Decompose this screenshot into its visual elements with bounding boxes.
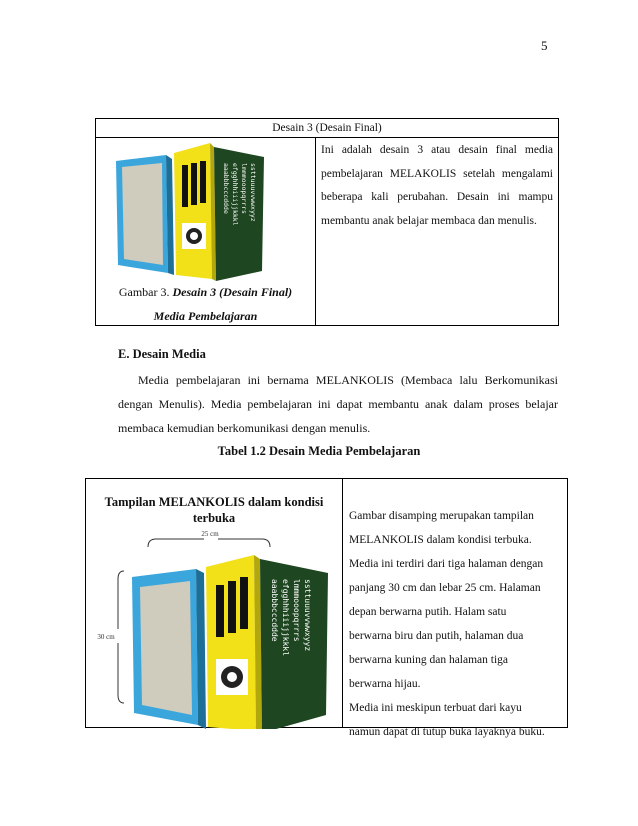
table-title: Tabel 1.2 Desain Media Pembelajaran [217, 444, 421, 458]
svg-text:ssttuuuvvwwxyyz: ssttuuuvvwwxyyz [249, 163, 257, 222]
media-table-left-title: Tampilan MELANKOLIS dalam kondisi terbuka [104, 495, 324, 525]
section-paragraph: Media pembelajaran ini bernama MELANKOLIS (Membaca lalu Berkomunikasi dengan Menulis). Media pembelajaran ini dapat membantu anak dalam proses belajar membaca kemudian berkomunikasi dengan menulis. [118, 373, 558, 435]
svg-text:aaabbbcccddde: aaabbbcccddde [270, 579, 279, 642]
svg-text:efgghhhiiijjkkkl: efgghhhiiijjkkkl [231, 163, 239, 226]
page-number: 5 [541, 38, 548, 53]
figure-caption: Gambar 3. Desain 3 (Desain Final) Media Pembelajaran [118, 285, 293, 323]
media-description: Gambar disamping merupakan tampilan MELANKOLIS dalam kondisi terbuka. Media ini terdiri dari tiga halaman dengan panjang 30 cm dan lebar 25 cm. Halaman depan berwarna putih. Halam satu berwarna biru dan putih, halaman dua berwarna kuning dan halaman tiga berwarna hijau. Media ini meskipun terbuat dari kayu namun dapat di tutup buka layaknya buku. [349, 510, 545, 738]
book-illustration [96, 137, 315, 287]
svg-text:efgghhhiiijjkkkl: efgghhhiiijjkkkl [281, 579, 290, 657]
design-table [95, 118, 559, 326]
media-table [85, 478, 568, 738]
section-heading: E. Desain Media [118, 347, 206, 361]
svg-text:25 cm: 25 cm [201, 530, 219, 538]
design-description: Ini adalah desain 3 atau desain final media pembelajaran MELAKOLIS setelah mengalami beberapa kali perubahan. Desain ini mampu membantu anak belajar membaca dan menulis. [321, 144, 553, 227]
svg-text:lmmmooopqrrrs: lmmmooopqrrrs [292, 579, 301, 642]
svg-text:30 cm: 30 cm [97, 633, 115, 641]
svg-text:ssttuuuvvwwxyyz: ssttuuuvvwwxyyz [303, 579, 312, 652]
svg-text:aaabbbcccddde: aaabbbcccddde [222, 163, 230, 214]
open-book-illustration [86, 519, 342, 729]
design-table-header: Desain 3 (Desain Final) [96, 119, 558, 138]
svg-text:lmmmooopqrrrs: lmmmooopqrrrs [240, 163, 248, 214]
